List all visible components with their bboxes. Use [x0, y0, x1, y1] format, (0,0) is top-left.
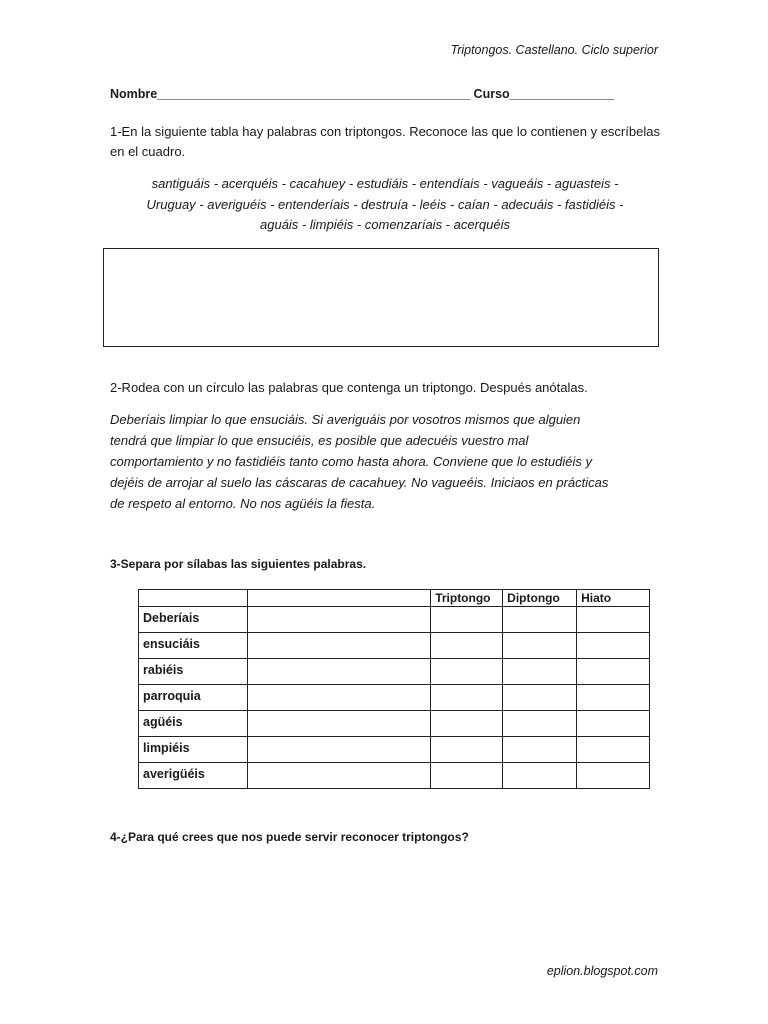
word-list: [110, 174, 660, 236]
reading-passage: [110, 409, 650, 514]
syllables-cell[interactable]: [247, 659, 430, 685]
question-4-prompt: 4-¿Para qué crees que nos puede servir reconocer triptongos?: [110, 830, 469, 844]
diptongo-cell[interactable]: [503, 607, 577, 633]
word-list-line: Uruguay - averiguéis - entenderíais - destruía - leéis - caían - adecuáis - fastidiéis -: [146, 196, 624, 212]
table-row: [139, 633, 650, 659]
word-cell: limpiéis: [139, 737, 248, 763]
table-row: [139, 659, 650, 685]
table-row: [139, 607, 650, 633]
diptongo-cell[interactable]: [503, 633, 577, 659]
header-cell-hiato: Hiato: [577, 590, 650, 607]
question-3-prompt: 3-Separa por sílabas las siguientes palabras.: [110, 557, 367, 571]
table-row: [139, 685, 650, 711]
word-cell: agüéis: [139, 711, 248, 737]
answer-box[interactable]: [103, 248, 659, 347]
diptongo-cell[interactable]: [503, 711, 577, 737]
header-cell-syllables: [247, 590, 430, 607]
triptongo-cell[interactable]: [431, 659, 503, 685]
passage-line: tendrá que limpiar lo que ensuciéis, es posible que adecuéis vuestro mal: [110, 433, 529, 448]
word-list-line: santiguáis - acerquéis - cacahuey - estudiáis - entendíais - vagueáis - aguasteis -: [151, 176, 619, 191]
word-cell: parroquia: [139, 685, 248, 711]
question-2-prompt: 2-Rodea con un círculo las palabras que contenga un triptongo. Después anótalas.: [110, 380, 588, 395]
word-cell: Deberíais: [139, 607, 248, 633]
passage-line: comportamiento y no fastidiéis tanto como hasta ahora. Conviene que lo estudiéis y: [110, 454, 592, 469]
triptongo-cell[interactable]: [431, 685, 503, 711]
triptongo-cell[interactable]: [431, 711, 503, 737]
hiato-cell[interactable]: [577, 711, 650, 737]
triptongo-cell[interactable]: [431, 607, 503, 633]
syllables-cell[interactable]: [247, 737, 430, 763]
triptongo-cell[interactable]: [431, 633, 503, 659]
header-cell-triptongo: Triptongo: [431, 590, 503, 607]
word-list-line: aguáis - limpiéis - comenzaríais - acerquéis: [260, 217, 510, 232]
table-header-row: [139, 590, 650, 607]
word-cell: ensuciáis: [139, 633, 248, 659]
hiato-cell[interactable]: [577, 763, 650, 789]
footer-site: eplion.blogspot.com: [546, 964, 658, 978]
diptongo-cell[interactable]: [503, 659, 577, 685]
table-row: [139, 763, 650, 789]
triptongo-cell[interactable]: [431, 737, 503, 763]
syllable-table: [138, 589, 650, 789]
diptongo-cell[interactable]: [503, 685, 577, 711]
passage-line: Deberíais limpiar lo que ensuciáis. Si averiguáis por vosotros mismos que alguien: [110, 412, 581, 427]
diptongo-cell[interactable]: [503, 763, 577, 789]
document-header: Triptongos. Castellano. Ciclo superior: [450, 43, 658, 57]
header-cell-diptongo: Diptongo: [503, 590, 577, 607]
syllables-cell[interactable]: [247, 763, 430, 789]
table-row: [139, 737, 650, 763]
hiato-cell[interactable]: [577, 633, 650, 659]
triptongo-cell[interactable]: [431, 763, 503, 789]
diptongo-cell[interactable]: [503, 737, 577, 763]
passage-line: de respeto al entorno. No nos agüéis la fiesta.: [110, 496, 376, 511]
syllables-cell[interactable]: [247, 633, 430, 659]
hiato-cell[interactable]: [577, 737, 650, 763]
table-row: [139, 711, 650, 737]
syllables-cell[interactable]: [247, 711, 430, 737]
hiato-cell[interactable]: [577, 607, 650, 633]
syllables-cell[interactable]: [247, 685, 430, 711]
name-course-line: Nombre_____________________________________________ Curso_______________: [110, 87, 614, 101]
word-cell: averigüéis: [139, 763, 248, 789]
header-cell-word: [139, 590, 248, 607]
hiato-cell[interactable]: [577, 685, 650, 711]
passage-line: dejéis de arrojar al suelo las cáscaras de cacahuey. No vagueéis. Iniciaos en prácticas: [110, 475, 609, 490]
syllables-cell[interactable]: [247, 607, 430, 633]
question-1-prompt: 1-En la siguiente tabla hay palabras con triptongos. Reconoce las que lo contienen y escríbelas en el cuadro.: [110, 124, 660, 159]
hiato-cell[interactable]: [577, 659, 650, 685]
word-cell: rabiéis: [139, 659, 248, 685]
